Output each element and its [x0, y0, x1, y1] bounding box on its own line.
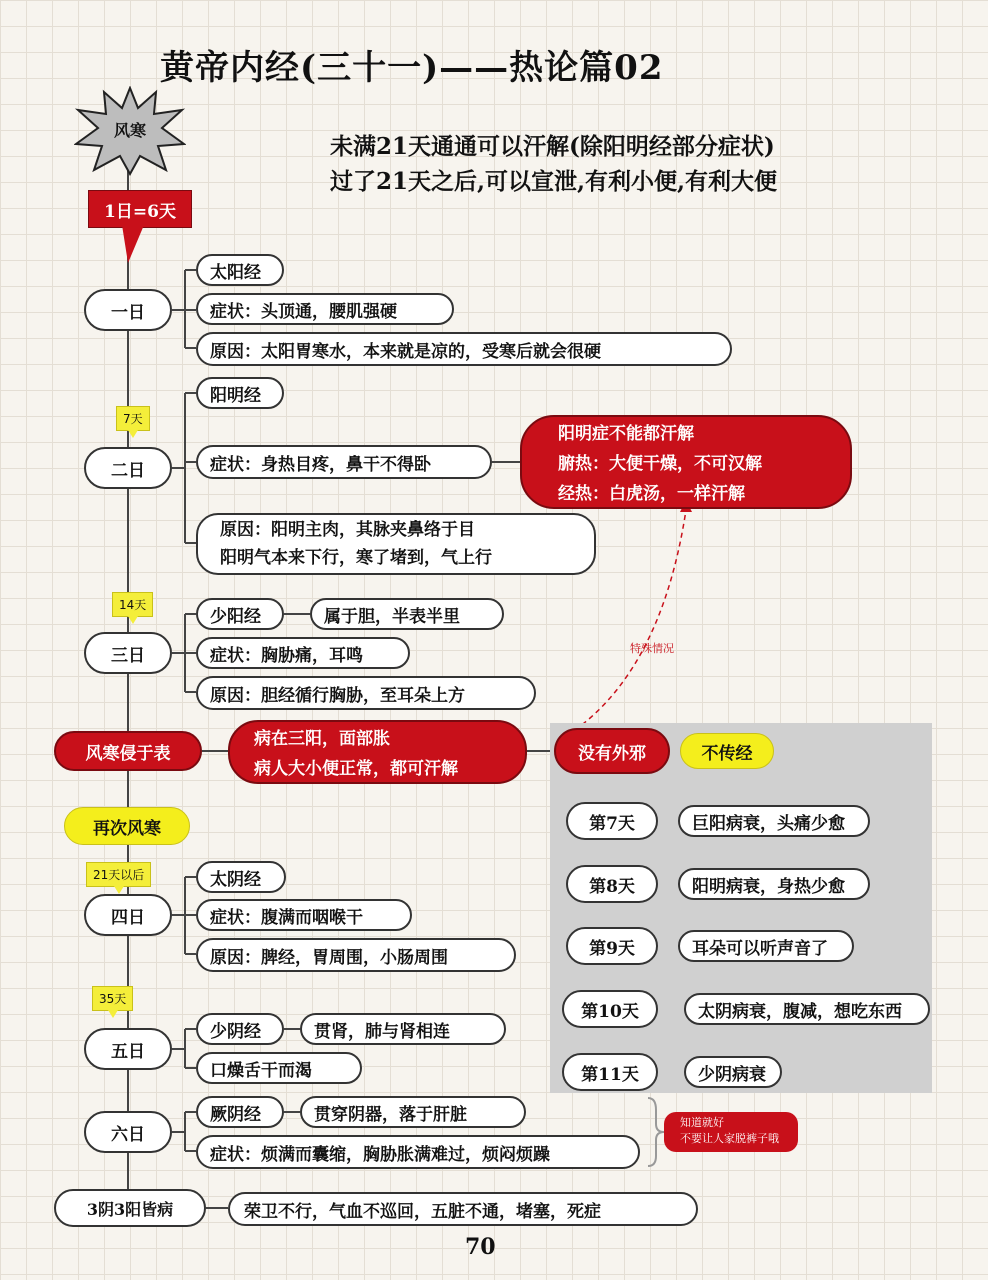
yangming-line-2: 腑热：大便干燥，不可汉解 — [558, 454, 762, 474]
day-2-reason-line-1: 原因：阳明主肉，其脉夹鼻络于目 — [220, 520, 475, 540]
special-case-label: 特殊情况 — [630, 642, 674, 655]
yangming-warning-box — [520, 415, 852, 509]
day-3-reason: 原因：胆经循行胸胁，至耳朵上方 — [196, 676, 536, 710]
day-5-tag: 35天 — [92, 986, 133, 1011]
note-line-2: 不要让人家脱裤子哦 — [680, 1132, 779, 1145]
day-3-detail: 属于胆，半表半里 — [310, 598, 504, 630]
recovery-day-7: 第7天 — [566, 802, 658, 840]
no-transmit-badge: 不传经 — [680, 733, 774, 769]
day-3-symptom: 症状：胸胁痛，耳鸣 — [196, 637, 410, 669]
no-external-evil-node: 没有外邪 — [554, 728, 670, 774]
day-6-meridian: 厥阴经 — [196, 1096, 284, 1128]
surface-line-2: 病人大小便正常，都可汗解 — [254, 759, 458, 779]
day-6-detail: 贯穿阴器，落于肝脏 — [300, 1096, 526, 1128]
page-number: 70 — [465, 1234, 496, 1260]
recovery-text-7: 巨阳病衰，头痛少愈 — [678, 805, 870, 837]
day-rule-callout: 1日=6天 — [88, 190, 192, 228]
note-line-1: 知道就好 — [680, 1116, 724, 1129]
recovery-text-11: 少阴病衰 — [684, 1056, 782, 1088]
recovery-day-10: 第10天 — [562, 990, 658, 1028]
recovery-panel — [550, 723, 932, 1093]
subtitle-line-2: 过了21天之后,可以宣泄,有利小便,有利大便 — [330, 168, 778, 195]
day-5-symptom: 口燥舌干而渴 — [196, 1052, 362, 1084]
day-2-symptom: 症状：身热目疼，鼻干不得卧 — [196, 445, 492, 479]
note-bubble — [664, 1112, 798, 1152]
day-5-node: 五日 — [84, 1028, 172, 1070]
page-title: 黄帝内经(三十一)——热论篇02 — [160, 48, 664, 88]
day-1-node: 一日 — [84, 289, 172, 331]
day-5-detail: 贯肾，肺与肾相连 — [300, 1013, 506, 1045]
day-3-tag: 14天 — [112, 592, 153, 617]
day-1-reason: 原因：太阳胃寒水，本来就是凉的，受寒后就会很硬 — [196, 332, 732, 366]
day-1-meridian: 太阳经 — [196, 254, 284, 286]
final-node: 3阴3阳皆病 — [54, 1189, 206, 1227]
again-wind-cold-badge: 再次风寒 — [64, 807, 190, 845]
subtitle-line-1: 未满21天通通可以汗解(除阳明经部分症状) — [330, 133, 775, 160]
surface-line-1: 病在三阳，面部胀 — [254, 729, 390, 749]
recovery-day-8: 第8天 — [566, 865, 658, 903]
day-6-symptom: 症状：烦满而囊缩，胸胁胀满难过，烦闷烦躁 — [196, 1135, 640, 1169]
day-2-tag: 7天 — [116, 406, 150, 431]
day-2-meridian: 阳明经 — [196, 377, 284, 409]
callout-pointer-icon — [120, 225, 146, 265]
day-4-symptom: 症状：腹满而咽喉干 — [196, 899, 412, 931]
surface-node: 风寒侵于表 — [54, 731, 202, 771]
wind-cold-label: 风寒 — [113, 121, 146, 140]
day-4-meridian: 太阴经 — [196, 861, 286, 893]
day-2-reason-line-2: 阳明气本来下行，寒了堵到，气上行 — [220, 548, 492, 568]
day-3-meridian: 少阳经 — [196, 598, 284, 630]
recovery-text-10: 太阴病衰，腹减，想吃东西 — [684, 993, 930, 1025]
recovery-day-11: 第11天 — [562, 1053, 658, 1091]
recovery-day-9: 第9天 — [566, 927, 658, 965]
day-4-reason: 原因：脾经，胃周围，小肠周围 — [196, 938, 516, 972]
surface-detail-box — [228, 720, 527, 784]
day-3-node: 三日 — [84, 632, 172, 674]
recovery-text-9: 耳朵可以听声音了 — [678, 930, 854, 962]
day-6-node: 六日 — [84, 1111, 172, 1153]
day-1-symptom: 症状：头顶通，腰肌强硬 — [196, 293, 454, 325]
day-4-tag: 21天以后 — [86, 862, 151, 887]
yangming-line-3: 经热：白虎汤，一样汗解 — [558, 484, 745, 504]
day-2-node: 二日 — [84, 447, 172, 489]
day-2-reason — [196, 513, 596, 575]
recovery-text-8: 阳明病衰，身热少愈 — [678, 868, 870, 900]
day-4-node: 四日 — [84, 894, 172, 936]
final-text: 荣卫不行，气血不巡回，五脏不通，堵塞，死症 — [228, 1192, 698, 1226]
yangming-line-1: 阳明症不能都汗解 — [558, 424, 694, 444]
day-5-meridian: 少阴经 — [196, 1013, 284, 1045]
